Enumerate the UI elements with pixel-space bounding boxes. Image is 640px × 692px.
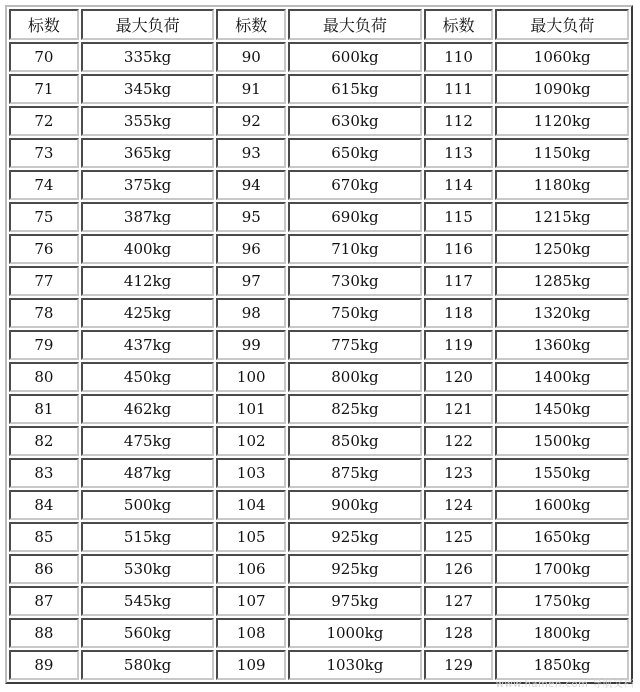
gauge-cell: 108 (216, 618, 286, 648)
gauge-cell: 104 (216, 490, 286, 520)
gauge-cell: 99 (216, 330, 286, 360)
header-cell-max-load: 最大负荷 (495, 9, 629, 40)
max-load-cell: 1850kg (495, 650, 629, 680)
gauge-cell: 113 (424, 138, 494, 168)
gauge-cell: 129 (424, 650, 494, 680)
gauge-cell: 102 (216, 426, 286, 456)
max-load-cell: 670kg (288, 170, 422, 200)
max-load-cell: 925kg (288, 522, 422, 552)
gauge-cell: 114 (424, 170, 494, 200)
max-load-cell: 437kg (81, 330, 215, 360)
table-row (9, 426, 629, 456)
max-load-cell: 1700kg (495, 554, 629, 584)
gauge-cell: 74 (9, 170, 79, 200)
max-load-cell: 900kg (288, 490, 422, 520)
max-load-cell: 1000kg (288, 618, 422, 648)
watermark: www.hamen.com 导航文档 (495, 679, 634, 690)
max-load-cell: 580kg (81, 650, 215, 680)
table-row (9, 138, 629, 168)
gauge-cell: 84 (9, 490, 79, 520)
max-load-cell: 1500kg (495, 426, 629, 456)
max-load-cell: 345kg (81, 74, 215, 104)
max-load-cell: 462kg (81, 394, 215, 424)
gauge-cell: 91 (216, 74, 286, 104)
max-load-cell: 925kg (288, 554, 422, 584)
gauge-cell: 83 (9, 458, 79, 488)
max-load-cell: 850kg (288, 426, 422, 456)
gauge-cell: 119 (424, 330, 494, 360)
max-load-cell: 1215kg (495, 202, 629, 232)
max-load-cell: 690kg (288, 202, 422, 232)
table-row (9, 490, 629, 520)
table-row (9, 458, 629, 488)
max-load-cell: 355kg (81, 106, 215, 136)
max-load-cell: 400kg (81, 234, 215, 264)
table-row (9, 42, 629, 72)
max-load-cell: 530kg (81, 554, 215, 584)
gauge-cell: 120 (424, 362, 494, 392)
max-load-cell: 1360kg (495, 330, 629, 360)
gauge-cell: 115 (424, 202, 494, 232)
gauge-cell: 106 (216, 554, 286, 584)
max-load-cell: 1750kg (495, 586, 629, 616)
gauge-cell: 123 (424, 458, 494, 488)
gauge-cell: 90 (216, 42, 286, 72)
gauge-cell: 71 (9, 74, 79, 104)
table-row (9, 74, 629, 104)
max-load-cell: 1180kg (495, 170, 629, 200)
table-row (9, 298, 629, 328)
table-row (9, 106, 629, 136)
gauge-cell: 128 (424, 618, 494, 648)
gauge-cell: 100 (216, 362, 286, 392)
gauge-cell: 101 (216, 394, 286, 424)
max-load-cell: 412kg (81, 266, 215, 296)
max-load-cell: 1285kg (495, 266, 629, 296)
table-row (9, 394, 629, 424)
table-row (9, 170, 629, 200)
gauge-cell: 125 (424, 522, 494, 552)
table-row (9, 522, 629, 552)
gauge-cell: 82 (9, 426, 79, 456)
gauge-cell: 87 (9, 586, 79, 616)
gauge-cell: 85 (9, 522, 79, 552)
table-row (9, 234, 629, 264)
gauge-cell: 95 (216, 202, 286, 232)
table-body (9, 42, 629, 680)
gauge-cell: 107 (216, 586, 286, 616)
table-row (9, 554, 629, 584)
max-load-cell: 1800kg (495, 618, 629, 648)
max-load-cell: 1090kg (495, 74, 629, 104)
load-table-container (5, 5, 633, 684)
table-row (9, 330, 629, 360)
max-load-cell: 600kg (288, 42, 422, 72)
table-row (9, 586, 629, 616)
max-load-cell: 335kg (81, 42, 215, 72)
gauge-cell: 80 (9, 362, 79, 392)
max-load-cell: 450kg (81, 362, 215, 392)
gauge-cell: 94 (216, 170, 286, 200)
gauge-cell: 77 (9, 266, 79, 296)
max-load-cell: 475kg (81, 426, 215, 456)
gauge-cell: 73 (9, 138, 79, 168)
max-load-cell: 1400kg (495, 362, 629, 392)
max-load-cell: 1150kg (495, 138, 629, 168)
gauge-cell: 118 (424, 298, 494, 328)
gauge-cell: 110 (424, 42, 494, 72)
table-row (9, 362, 629, 392)
max-load-cell: 1060kg (495, 42, 629, 72)
max-load-cell: 515kg (81, 522, 215, 552)
gauge-cell: 86 (9, 554, 79, 584)
max-load-cell: 800kg (288, 362, 422, 392)
header-row (9, 9, 629, 40)
gauge-cell: 121 (424, 394, 494, 424)
header-cell-max-load: 最大负荷 (81, 9, 215, 40)
gauge-cell: 72 (9, 106, 79, 136)
max-load-cell: 1320kg (495, 298, 629, 328)
gauge-cell: 109 (216, 650, 286, 680)
gauge-cell: 103 (216, 458, 286, 488)
max-load-cell: 500kg (81, 490, 215, 520)
max-load-cell: 387kg (81, 202, 215, 232)
gauge-cell: 88 (9, 618, 79, 648)
max-load-cell: 1450kg (495, 394, 629, 424)
max-load-cell: 375kg (81, 170, 215, 200)
max-load-cell: 1600kg (495, 490, 629, 520)
gauge-cell: 81 (9, 394, 79, 424)
header-cell-gauge: 标数 (9, 9, 79, 40)
gauge-cell: 127 (424, 586, 494, 616)
max-load-cell: 560kg (81, 618, 215, 648)
gauge-cell: 96 (216, 234, 286, 264)
max-load-cell: 425kg (81, 298, 215, 328)
max-load-cell: 825kg (288, 394, 422, 424)
max-load-cell: 750kg (288, 298, 422, 328)
gauge-cell: 75 (9, 202, 79, 232)
max-load-cell: 710kg (288, 234, 422, 264)
max-load-cell: 487kg (81, 458, 215, 488)
gauge-cell: 111 (424, 74, 494, 104)
gauge-cell: 105 (216, 522, 286, 552)
max-load-cell: 1550kg (495, 458, 629, 488)
gauge-cell: 98 (216, 298, 286, 328)
table-row (9, 618, 629, 648)
max-load-cell: 650kg (288, 138, 422, 168)
gauge-cell: 124 (424, 490, 494, 520)
header-cell-max-load: 最大负荷 (288, 9, 422, 40)
gauge-cell: 126 (424, 554, 494, 584)
max-load-cell: 775kg (288, 330, 422, 360)
max-load-cell: 365kg (81, 138, 215, 168)
gauge-cell: 112 (424, 106, 494, 136)
table-row (9, 202, 629, 232)
max-load-cell: 630kg (288, 106, 422, 136)
max-load-cell: 730kg (288, 266, 422, 296)
gauge-cell: 117 (424, 266, 494, 296)
gauge-cell: 116 (424, 234, 494, 264)
max-load-cell: 1030kg (288, 650, 422, 680)
max-load-cell: 1650kg (495, 522, 629, 552)
gauge-cell: 78 (9, 298, 79, 328)
gauge-cell: 70 (9, 42, 79, 72)
max-load-cell: 975kg (288, 586, 422, 616)
gauge-cell: 93 (216, 138, 286, 168)
max-load-cell: 1120kg (495, 106, 629, 136)
gauge-cell: 92 (216, 106, 286, 136)
gauge-cell: 76 (9, 234, 79, 264)
gauge-cell: 122 (424, 426, 494, 456)
header-cell-gauge: 标数 (216, 9, 286, 40)
table-row (9, 266, 629, 296)
max-load-cell: 545kg (81, 586, 215, 616)
header-cell-gauge: 标数 (424, 9, 494, 40)
max-load-cell: 615kg (288, 74, 422, 104)
gauge-cell: 97 (216, 266, 286, 296)
max-load-cell: 1250kg (495, 234, 629, 264)
max-load-cell: 875kg (288, 458, 422, 488)
load-table (5, 5, 633, 684)
gauge-cell: 79 (9, 330, 79, 360)
gauge-cell: 89 (9, 650, 79, 680)
